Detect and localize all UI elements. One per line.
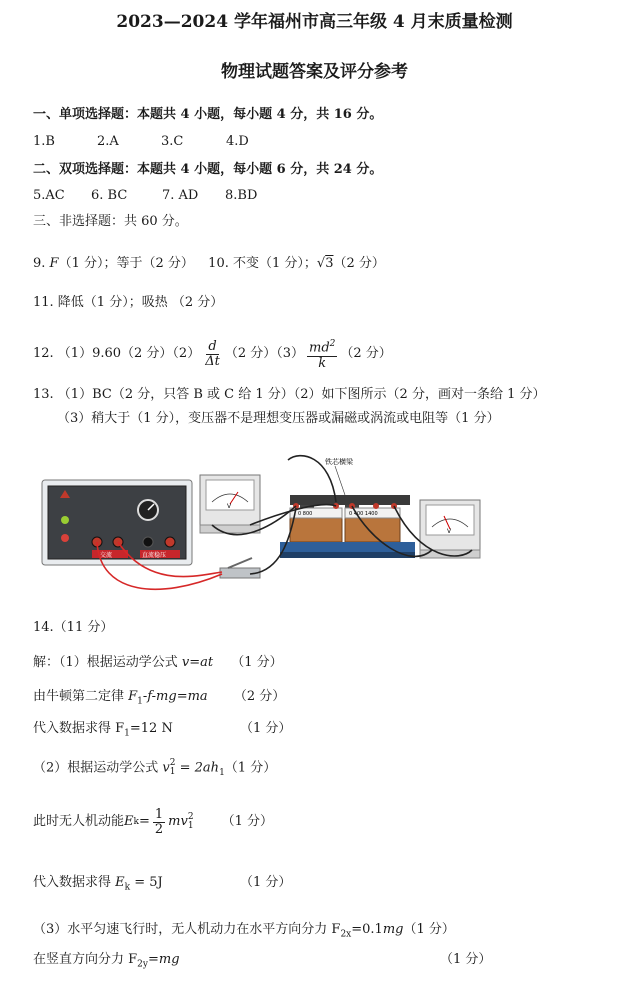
sqrt-argument: 3 [325, 256, 334, 271]
section2-answer: 6. BC [91, 188, 128, 203]
q11-line: 11. 降低（1 分）；吸热 （2 分） [33, 295, 224, 310]
q12-mid: （2 分）（3） [224, 346, 305, 361]
q14-l3-sub: 1 [124, 728, 130, 739]
q14-l6-sub: k [124, 882, 131, 893]
q14-l8-sub: 2y [137, 959, 148, 970]
q14-l5-score: （1 分） [221, 814, 273, 829]
q14-l8-formula: mg [158, 952, 180, 967]
q12-frac2-denominator: k [318, 355, 327, 371]
page-subtitle: 物理试题答案及评分参考 [221, 62, 408, 82]
q14-l6-result: = 5J [130, 875, 163, 890]
q14-line6 [33, 875, 163, 896]
section1-answer: 1.B [33, 134, 55, 149]
q14-l2-text: 由牛顿第二定律 [33, 689, 129, 704]
section2-answer: 7. AD [162, 188, 199, 203]
ac-label: 交流 [100, 552, 113, 559]
q12-frac2-numerator: md [309, 340, 330, 356]
dc-label: 直流稳压 [142, 552, 167, 559]
sqrt-symbol: √ [316, 256, 326, 271]
q14-l2-sub: 1 [137, 696, 143, 707]
q14-l5-text: 此时无人机动能 [33, 814, 125, 829]
voltmeter-symbol: V [447, 528, 452, 535]
q10-answer: 10. 不变（1 分）； [208, 256, 317, 271]
q14-l1-score: （1 分） [231, 655, 283, 670]
q12-start: 12. （1）9.60（2 分）（2） [33, 346, 201, 361]
q14-line5 [33, 800, 273, 844]
q14-l8-score: （1 分） [440, 952, 492, 967]
q14-line2 [33, 689, 285, 710]
q14-l5-sup: 2 [187, 812, 194, 822]
q14-l5-frac-num: 1 [154, 806, 164, 822]
q14-l7-text: （3）水平匀速飞行时，无人机动力在水平方向分力 F [33, 922, 341, 937]
q9-line [33, 256, 385, 272]
q14-l6-score: （1 分） [240, 875, 292, 890]
q14-l4-text: （2）根据运动学公式 [33, 760, 163, 776]
section1-answer: 4.D [226, 134, 249, 149]
transformer-circuit-figure [40, 450, 490, 610]
q14-l2-formula-rest: -f-mg=ma [142, 689, 208, 704]
q14-l6-text: 代入数据求得 [33, 875, 116, 890]
q12-end: （2 分） [340, 346, 392, 361]
q14-line8 [33, 952, 180, 973]
q14-l2-formula: F [128, 689, 138, 704]
page-title: 2023—2024 学年福州市高三年级 4 月末质量检测 [116, 12, 513, 32]
section3-heading: 三、非选择题：共 60 分。 [33, 214, 188, 229]
voltmeter-right [420, 500, 480, 558]
q9-num: 9. [33, 256, 46, 271]
q14-line1 [33, 655, 593, 671]
q14-l4-formula-rest: = 2ah [175, 760, 220, 776]
power-supply [42, 480, 192, 565]
q14-l7-sub: 2x [340, 929, 352, 940]
q14-l8-text: 在竖直方向分力 F [33, 952, 138, 967]
q14-l4-sub: 1 [169, 767, 176, 777]
switch [220, 558, 260, 578]
q14-l1-text: 解：（1）根据运动学公式 [33, 655, 182, 670]
q14-l4-sub2: 1 [219, 768, 225, 779]
q14-l2-score: （2 分） [233, 689, 286, 704]
section1-answer: 3.C [161, 134, 184, 149]
q14-header: 14.（11 分） [33, 620, 114, 635]
primary-coil-label: 0 800 [298, 511, 313, 517]
q14-l5-sub2: 1 [187, 821, 194, 831]
q14-l4-score: （1 分） [224, 760, 277, 776]
q14-l5-formula-rest: mv [168, 814, 188, 829]
q12-frac2-exponent: 2 [329, 339, 336, 350]
q14-l3-result: =12 N [129, 721, 173, 736]
q14-l7-formula: mg [382, 922, 404, 937]
q14-l3-text: 代入数据求得 F [33, 721, 125, 736]
q14-line3 [33, 721, 173, 742]
section1-heading: 一、单项选择题：本题共 4 小题，每小题 4 分，共 16 分。 [33, 107, 383, 122]
q14-l5-frac-den: 2 [154, 821, 164, 837]
q14-l5-fraction [153, 808, 165, 837]
q14-l5-sub: k [133, 817, 139, 827]
section2-answer: 8.BD [225, 188, 258, 203]
q9-var: F [49, 256, 59, 271]
q10-score: （2 分） [333, 256, 385, 271]
core-label: 铁芯横梁 [325, 458, 353, 466]
section1-answer: 2.A [97, 134, 119, 149]
q12-fraction-1 [203, 340, 222, 369]
q12-frac1-denominator: Δt [205, 353, 220, 369]
section2-heading: 二、双项选择题：本题共 4 小题，每小题 6 分，共 24 分。 [33, 162, 383, 177]
q14-l7-result: =0.1 [351, 922, 383, 937]
q12-line [33, 334, 392, 374]
q14-l1-formula: v=at [181, 655, 214, 670]
q9-score: （1 分）；等于（2 分） [58, 256, 194, 271]
q12-frac1-numerator: d [208, 338, 217, 354]
q14-l5-formula: E [124, 814, 134, 829]
q12-fraction-2 [307, 337, 337, 370]
secondary-coil-label: 0 400 1400 [349, 511, 378, 517]
q14-line7 [33, 922, 455, 943]
q14-l4-sup: 2 [169, 758, 176, 768]
q14-l6-formula: E [115, 875, 125, 890]
section2-answer: 5.AC [33, 188, 65, 203]
q13-line1: 13. （1）BC（2 分，只答 B 或 C 给 1 分）（2）如下图所示（2 分，画对一条给 1 分） [33, 387, 546, 402]
q14-l7-score: （1 分） [403, 922, 455, 937]
q14-l4-formula: v [162, 760, 170, 776]
q13-line2: （3）稍大于（1 分），变压器不是理想变压器或漏磁或涡流或电阻等（1 分） [57, 411, 500, 426]
q14-l8-eq: = [147, 952, 159, 967]
voltmeter-symbol: V [227, 503, 232, 510]
q14-l5-eq: = [138, 814, 150, 829]
q14-line4 [33, 759, 276, 781]
q14-l3-score: （1 分） [240, 721, 292, 736]
